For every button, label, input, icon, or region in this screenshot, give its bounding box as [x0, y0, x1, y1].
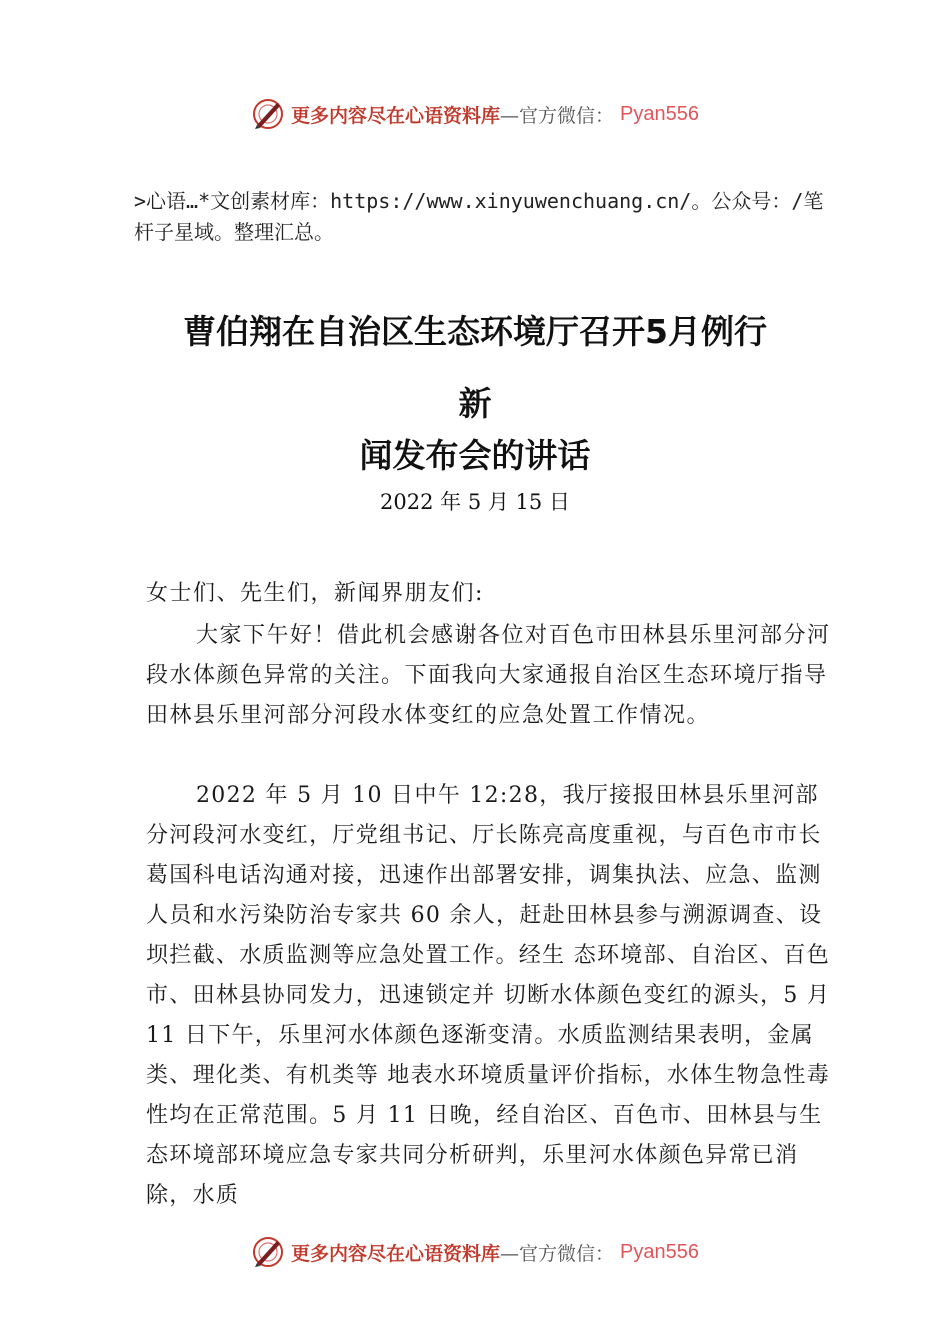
paragraph-2: 2022 年 5 月 10 日中午 12:28，我厅接报田林县乐里河部分河段河水变红，厅党组书记、厅长陈亮高度重视，与百色市市长葛国科电话沟通对接，迅速作出部署安排，调集执法、应急、监测人员和水污染防治专家共 60 余人，赶赴田林县参与溯源调查、设坝拦截、水质监测等应急处置工作。经生 态环境部、自治区、百色市、田林县协同发力，迅速锁定并 切断水体颜色变红的源头，5 月 11 日下午，乐里河水体颜色逐渐变清。水质监测结果表明，金属类、理化类、有机类等 地表水环境质量评价指标，水体生物急性毒性均在正常范围。5 月 11 日晚，经自治区、百色市、田林县与生态环境部环境应急专家共同分析研判，乐里河水体颜色异常已消除，水质: [146, 783, 831, 1208]
pen-seal-icon: [251, 1235, 285, 1269]
banner-wechat-label: 官方微信：: [519, 104, 615, 127]
pen-seal-icon: [251, 97, 285, 131]
doc-date: 2022 年 5 月 15 日: [380, 490, 570, 514]
footer-banner: [0, 1232, 950, 1272]
banner-main-text: 更多内容尽在心语资料库: [291, 104, 501, 127]
salutation: 女士们、先生们，新闻界朋友们:: [146, 581, 484, 606]
banner-wechat-label: 官方微信：: [519, 1242, 615, 1265]
header-banner: [0, 94, 950, 134]
doc-title-line-3: 闻发布会的讲话: [359, 436, 591, 475]
banner-handle: Pyan556: [620, 102, 699, 125]
banner-main-text: 更多内容尽在心语资料库: [291, 1242, 501, 1265]
banner-handle: Pyan556: [620, 1240, 699, 1263]
banner-dash: —: [500, 1242, 520, 1265]
doc-title-line-2: 新: [458, 384, 492, 423]
banner-dash: —: [500, 104, 520, 127]
paragraph-1: 大家下午好！借此机会感谢各位对百色市田林县乐里河部分河段水体颜色异常的关注。下面我向大家通报自治区生态环境厅指导田林县乐里河部分河段水体变红的应急处置工作情况。: [146, 623, 831, 728]
source-note: >心语…*文创素材库：https://www.xinyuwenchuang.cn/。公众号：/笔杆子星域。整理汇总。: [134, 189, 824, 244]
doc-title-line-1: 曹伯翔在自治区生态环境厅召开5月例行: [183, 312, 767, 351]
